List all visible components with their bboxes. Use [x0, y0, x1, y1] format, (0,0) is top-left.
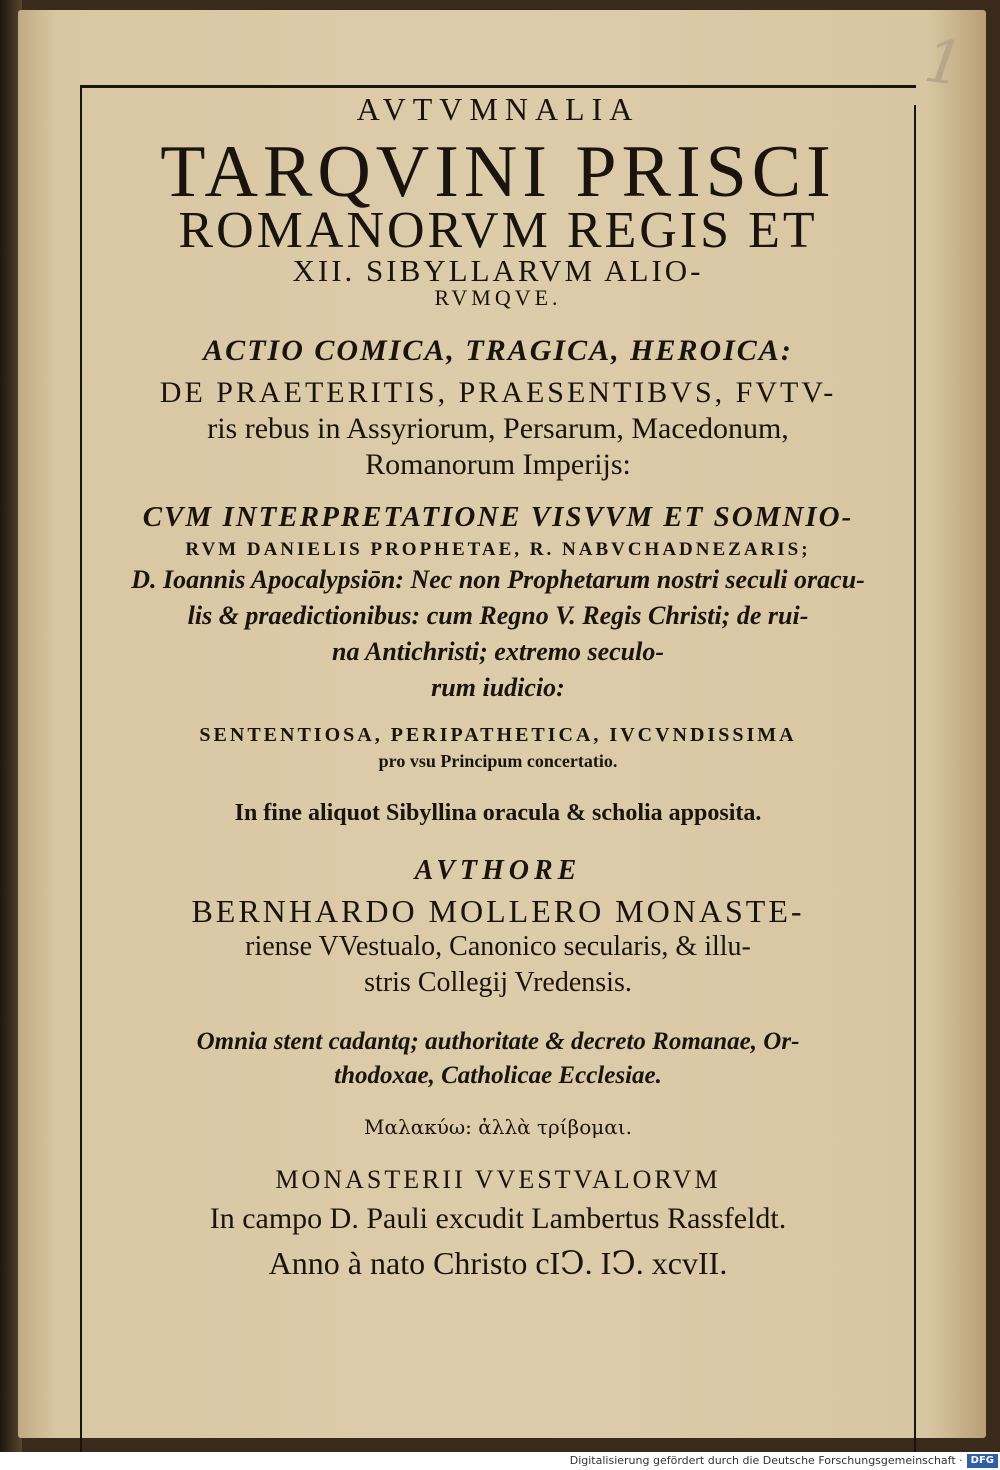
sententiosa-line-1: SENTENTIOSA, PERIPATHETICA, IVCVNDISSIMA — [199, 724, 797, 746]
subtitle-line-4: Romanorum Imperijs: — [365, 448, 631, 481]
motto-line-2: thodoxae, Catholicae Ecclesiae. — [334, 1062, 662, 1089]
interpretation-line-6: rum iudicio: — [431, 673, 565, 702]
title-line-3: ROMANORVM REGIS ET — [178, 202, 818, 259]
author-label: AVTHORE — [414, 855, 582, 886]
interpretation-line-3: D. Ioannis Apocalypsiōn: Nec non Prophetarum nostri seculi oracu- — [131, 565, 865, 594]
author-line-1: BERNHARDO MOLLERO MONASTE- — [191, 893, 805, 929]
interpretation-line-4: lis & praedictionibus: cum Regno V. Regis Christi; de rui- — [187, 601, 809, 630]
greek-motto: Μαλακύω: ἀλλὰ τρίβομαι. — [364, 1115, 632, 1139]
interpretation-line-5: na Antichristi; extremo seculo- — [332, 637, 664, 666]
folio-number: 1 — [920, 25, 968, 101]
author-line-2: riense VVestualo, Canonico secularis, & illu- — [245, 931, 751, 962]
frame-rule-right — [914, 105, 916, 1453]
title-line-1: AVTVMNALIA — [356, 91, 640, 127]
footer-text: Digitalisierung gefördert durch die Deutsche Forschungsgemeinschaft · — [569, 1454, 963, 1467]
dfg-logo: DFG — [967, 1454, 998, 1468]
appendix-line: In fine aliquot Sibyllina oracula & scholia apposita. — [234, 800, 762, 826]
imprint-line-2: In campo D. Pauli excudit Lambertus Rassfeldt. — [209, 1202, 787, 1235]
sententiosa-line-2: pro vsu Principum concertatio. — [378, 751, 618, 771]
imprint-line-3: Anno à nato Christo cIↃ. IↃ. xcvII. — [268, 1245, 728, 1281]
title-line-4: XII. SIBYLLARVM ALIO- — [292, 253, 704, 288]
imprint-line-1: MONASTERII VVESTVALORVM — [275, 1165, 721, 1194]
title-line-5: RVMQVE. — [434, 285, 562, 310]
subtitle-line-2: DE PRAETERITIS, PRAESENTIBVS, FVTV- — [159, 376, 837, 409]
digitization-footer — [0, 1452, 1000, 1470]
interpretation-line-1: CVM INTERPRETATIONE VISVVM ET SOMNIO- — [142, 501, 854, 533]
author-line-3: stris Collegij Vredensis. — [364, 967, 632, 998]
motto-line-1: Omnia stent cadantq; authoritate & decreto Romanae, Or- — [196, 1028, 800, 1055]
interpretation-line-2: RVM DANIELIS PROPHETAE, R. NABVCHADNEZARIS; — [185, 539, 811, 560]
title-line-2: TARQVINI PRISCI — [160, 131, 836, 213]
subtitle-line-3: ris rebus in Assyriorum, Persarum, Macedonum, — [207, 412, 789, 445]
subtitle-line-1: ACTIO COMICA, TRAGICA, HEROICA: — [203, 334, 793, 367]
